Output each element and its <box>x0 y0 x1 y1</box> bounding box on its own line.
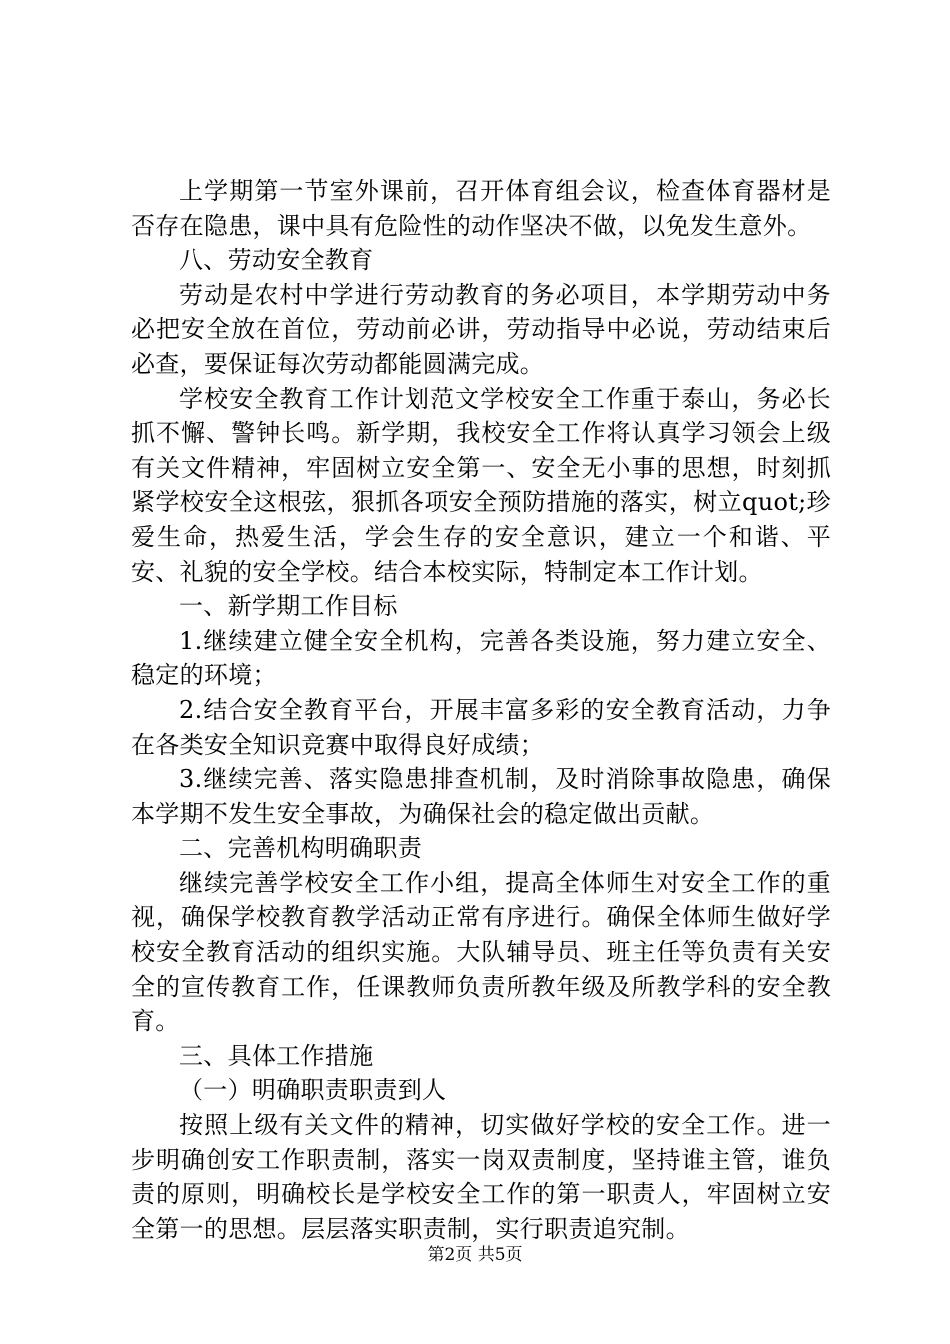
paragraph-clear-duties: 按照上级有关文件的精神，切实做好学校的安全工作。进一步明确创安工作职责制，落实一岗双责制度，坚持谁主管，谁负责的原则，明确校长是学校安全工作的第一职责人，牢固树立安全第一的思想。层层落实职责制，实行职责追究制。 <box>131 1111 831 1243</box>
paragraph-labor-safety: 劳动是农村中学进行劳动教育的务必项目，本学期劳动中务必把安全放在首位，劳动前必讲，劳动指导中必说，劳动结束后必查，要保证每次劳动都能圆满完成。 <box>131 280 831 378</box>
goal-item-3: 3.继续完善、落实隐患排查机制，及时消除事故隐患，确保本学期不发生安全事故，为确保社会的稳定做出贡献。 <box>131 765 831 828</box>
heading-labor-safety: 八、劳动安全教育 <box>179 246 374 275</box>
heading-semester-goals: 一、新学期工作目标 <box>179 592 398 621</box>
paragraph-plan-intro: 学校安全教育工作计划范文学校安全工作重于泰山，务必长抓不懈、警钟长鸣。新学期，我校安全工作将认真学习领会上级有关文件精神，牢固树立安全第一、安全无小事的思想，时刻抓紧学校安全这根弦，狠抓各项安全预防措施的落实，树立quot;珍爱生命，热爱生活，学会生存的安全意识，建立一个和谐、平安、礼貌的安全学校。结合本校实际，特制定本工作计划。 <box>131 384 831 586</box>
document-body <box>131 174 831 1246</box>
page-number: 第2页 共5页 <box>427 1245 523 1265</box>
heading-specific-measures: 三、具体工作措施 <box>179 1041 374 1070</box>
goal-item-1: 1.继续建立健全安全机构，完善各类设施，努力建立安全、稳定的环境； <box>131 626 831 690</box>
subheading-clear-duties: （一）明确职责职责到人 <box>179 1076 447 1105</box>
heading-organization-duties: 二、完善机构明确职责 <box>179 834 422 863</box>
goal-item-2: 2.结合安全教育平台，开展丰富多彩的安全教育活动，力争在各类安全知识竞赛中取得良好成绩； <box>131 695 831 759</box>
paragraph-pe-class-safety: 上学期第一节室外课前，召开体育组会议，检查体育器材是否存在隐患，课中具有危险性的动作坚决不做，以免发生意外。 <box>131 177 831 240</box>
paragraph-organization-duties: 继续完善学校安全工作小组，提高全体师生对安全工作的重视，确保学校教育教学活动正常有序进行。确保全体师生做好学校安全教育活动的组织实施。大队辅导员、班主任等负责有关安全的宣传教育工作，任课教师负责所教年级及所教学科的安全教育。 <box>131 868 831 1036</box>
